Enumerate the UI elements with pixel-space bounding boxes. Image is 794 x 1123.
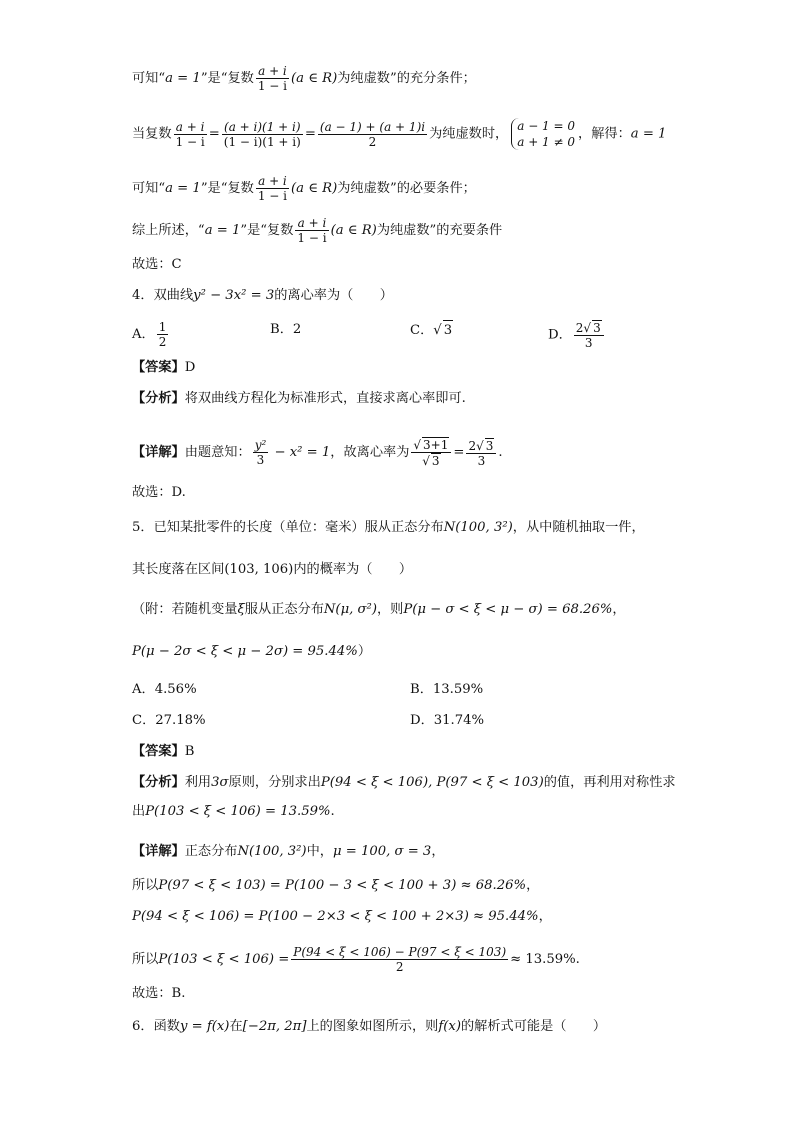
math: f(x) — [438, 1019, 461, 1034]
tag: 【答案】 — [132, 744, 185, 759]
text: 将双曲线方程化为标准形式，直接求离心率即可. — [184, 391, 466, 406]
math: [−2π, 2π] — [242, 1019, 307, 1034]
fraction — [174, 120, 207, 149]
text: . — [575, 952, 580, 967]
text: 为纯虚数”的充分条件； — [337, 71, 476, 86]
q5-option-b: B．13.59% — [410, 682, 484, 697]
q5-option-c: C．27.18% — [132, 713, 206, 728]
text: 为纯虚数”的必要条件； — [337, 181, 476, 196]
text: 内的概率为（ ） — [293, 562, 413, 577]
q5-stem-1 — [132, 518, 754, 538]
text: ， — [538, 909, 552, 924]
q4-detail: 【详解】由题意知： $\frac{\text{y²}}{3}$ − x² = 1，故离心率为 $\frac{√ 3+1}{√ 3}$ = $\frac{2√ 3}{3}$ . — [132, 438, 503, 468]
denominator: 2 — [158, 335, 167, 349]
q4-answer — [132, 358, 754, 378]
numerator: a + i — [256, 64, 289, 79]
denominator: 3 — [477, 453, 486, 468]
text: 其长度落在区间 — [132, 562, 225, 577]
text: 所以 — [132, 878, 159, 893]
line-pure-imaginary: 当复数 $\frac{a + i}{1 - i}$ = $\frac{(a + i)(1 + i)}{(1 - i)(1 + i)}$ = $\frac{(a - 1) + (a + 1)i}{2}$ 为纯虚数时， a − 1 = 0 a + 1 ≠ 0 ，解得：a = 1 — [132, 119, 667, 149]
q5-stem-2 — [132, 560, 754, 580]
numerator: P(94 < ξ < 106) − P(97 < ξ < 103) — [293, 945, 507, 959]
q4-option-b: B．2 — [270, 322, 302, 337]
math: − x² = 1 — [270, 445, 331, 460]
text: 在 — [229, 1019, 243, 1034]
fraction: $\frac{√ 3+1}{√ 3}$ — [411, 437, 451, 468]
math-in-r: (a ∈ R) — [330, 223, 377, 238]
math: ≈ 13.59% — [510, 952, 576, 967]
text: （附：若随机变量 — [132, 602, 238, 617]
q4-end: 故选：D. — [132, 485, 186, 500]
math-a-eq-1: a = 1 — [165, 71, 201, 86]
q5-option-d: D．31.74% — [410, 713, 485, 728]
q5-detail-3 — [132, 907, 754, 927]
text: ） — [357, 644, 371, 659]
math: (103, 106) — [224, 562, 294, 577]
text: ，故离心率为 — [330, 445, 410, 460]
math: P(94 < ξ < 106), P(97 < ξ < 103) — [320, 775, 544, 790]
q5-option-a: A．4.56% — [132, 682, 197, 697]
q5-analysis-2 — [132, 802, 754, 822]
text: 的离心率为（ ） — [274, 288, 393, 303]
math-a-eq-1: a = 1 — [630, 126, 667, 142]
math: N(100, 3²) — [443, 520, 513, 535]
numerator: a + i — [174, 120, 207, 135]
text: 上的图象如图所示，则 — [306, 1019, 439, 1034]
q5-end: 故选：B. — [132, 986, 186, 1001]
fraction — [318, 120, 427, 149]
choice-c: 故选：C — [132, 257, 182, 272]
fraction: $\frac{2√ 3}{3}$ — [466, 438, 496, 468]
answer: D — [184, 360, 196, 375]
fraction — [256, 64, 289, 93]
text: 的值，再利用对称性求 — [543, 775, 676, 790]
numerator: a + i — [256, 174, 289, 189]
fraction — [295, 216, 328, 245]
text: 出 — [132, 804, 146, 819]
line-necessary-condition — [132, 174, 754, 203]
tag: 【详解】 — [132, 445, 185, 460]
q4-stem — [132, 286, 754, 306]
text: 为纯虚数”的充要条件 — [376, 223, 503, 238]
text: 中， — [306, 844, 333, 859]
math: P(μ − σ < ξ < μ − σ) = 68.26% — [403, 602, 613, 617]
q5-detail-4 — [132, 945, 754, 974]
math-a-eq-1: a = 1 — [204, 223, 241, 238]
math: P(94 < ξ < 106) = P(100 − 2×3 < ξ < 100 + 2×3) ≈ 95.44% — [132, 909, 539, 924]
denominator: 1 − i — [297, 231, 327, 245]
line-sufficient-condition — [132, 64, 754, 93]
text: ， — [526, 878, 540, 893]
math: P(μ − 2σ < ξ < μ − 2σ) = 95.44% — [132, 644, 358, 659]
equation-system — [511, 118, 575, 150]
math: ξ — [237, 602, 245, 617]
denominator: 3 — [256, 453, 265, 467]
radicand: 3 — [485, 438, 494, 453]
text: 为纯虚数时， — [429, 126, 509, 142]
text: ”是“复数 — [240, 223, 294, 238]
text: 6．函数 — [132, 1019, 180, 1034]
q6-stem — [132, 1017, 754, 1037]
math-hyperbola: y² − 3x² = 3 — [193, 288, 275, 303]
math: y = f(x) — [179, 1019, 230, 1034]
math-in-r: (a ∈ R) — [291, 181, 338, 196]
tag: 【答案】 — [132, 360, 185, 375]
fraction — [253, 438, 269, 467]
text: 服从正态分布 — [244, 602, 324, 617]
fraction — [157, 320, 169, 349]
math: N(100, 3²) — [237, 844, 307, 859]
text: 可知“ — [132, 181, 166, 196]
text: 利用 — [184, 775, 212, 790]
text: 的解析式可能是（ ） — [460, 1019, 607, 1034]
q5-detail-2 — [132, 876, 754, 896]
fraction — [222, 120, 303, 149]
q4-analysis — [132, 389, 754, 409]
math: P(103 < ξ < 106) = — [158, 952, 290, 967]
coef: 2 — [575, 321, 584, 335]
q5-analysis-1 — [132, 773, 754, 793]
math: 3σ — [211, 775, 229, 790]
denominator: (1 − i)(1 + i) — [223, 134, 301, 149]
numerator: a + i — [295, 216, 328, 231]
fraction — [291, 945, 508, 974]
text: 当复数 — [132, 126, 172, 142]
math: N(μ, σ²) — [323, 602, 377, 617]
q4-option-c: C．√ 3 — [410, 320, 453, 341]
math: P(103 < ξ < 106) = 13.59% — [145, 804, 331, 819]
text: 正态分布 — [184, 844, 238, 859]
coef: 2 — [468, 438, 477, 453]
text: . — [330, 804, 335, 819]
q4-option-a — [132, 320, 170, 349]
numerator: (a + i)(1 + i) — [222, 120, 303, 135]
radicand: 3 — [443, 320, 453, 341]
q4-option-d — [548, 320, 606, 350]
denominator: 3 — [584, 336, 593, 350]
math: P(97 < ξ < 103) = P(100 − 3 < ξ < 100 + 3) ≈ 68.26% — [158, 878, 527, 893]
numerator: 1 — [158, 320, 167, 334]
text: ， — [431, 844, 445, 859]
text: ，则 — [376, 602, 404, 617]
answer: B — [184, 744, 195, 759]
text: ”是“复数 — [200, 71, 254, 86]
text: ”是“复数 — [200, 181, 254, 196]
math-in-r: (a ∈ R) — [291, 71, 338, 86]
eq2: a + 1 ≠ 0 — [517, 135, 576, 149]
math: μ = 100, σ = 3 — [332, 844, 432, 859]
tag: 【分析】 — [132, 775, 185, 790]
radicand: 3 — [431, 454, 440, 468]
text: 由题意知： — [184, 445, 251, 460]
text: 所以 — [132, 952, 159, 967]
math-a-eq-1: a = 1 — [165, 181, 201, 196]
label: C． — [410, 323, 434, 338]
radicand: 3+1 — [423, 438, 449, 452]
text: 4．双曲线 — [132, 288, 194, 303]
denominator: 1 − i — [257, 189, 288, 203]
tag: 【分析】 — [132, 391, 185, 406]
q5-note-1 — [132, 600, 754, 620]
text: 综上所述，“ — [132, 223, 205, 238]
text: 5．已知某批零件的长度（单位：毫米）服从正态分布 — [132, 520, 444, 535]
eq1: a − 1 = 0 — [517, 119, 576, 133]
text: ， — [612, 602, 626, 617]
denominator: 2 — [395, 960, 404, 974]
fraction: $\frac{2√ 3}{3}$ — [574, 320, 604, 350]
label: D． — [548, 327, 572, 343]
numerator: (a − 1) + (a + 1)i — [319, 119, 426, 134]
text: ，从中随机抽取一件， — [512, 520, 645, 535]
numerator: y² — [254, 438, 267, 452]
text: 原则，分别求出 — [228, 775, 321, 790]
text: ，解得： — [578, 126, 631, 142]
radicand: 3 — [593, 321, 601, 335]
q5-answer — [132, 742, 754, 762]
text: 可知“ — [132, 71, 166, 86]
denominator: 2 — [368, 134, 377, 149]
fraction — [256, 174, 289, 203]
q5-detail-1 — [132, 842, 754, 862]
denominator: 1 − i — [175, 134, 205, 149]
line-conclusion — [132, 216, 754, 245]
q5-note-2 — [132, 642, 754, 662]
tag: 【详解】 — [132, 844, 185, 859]
denominator: 1 − i — [257, 79, 288, 93]
label: A． — [132, 327, 155, 342]
